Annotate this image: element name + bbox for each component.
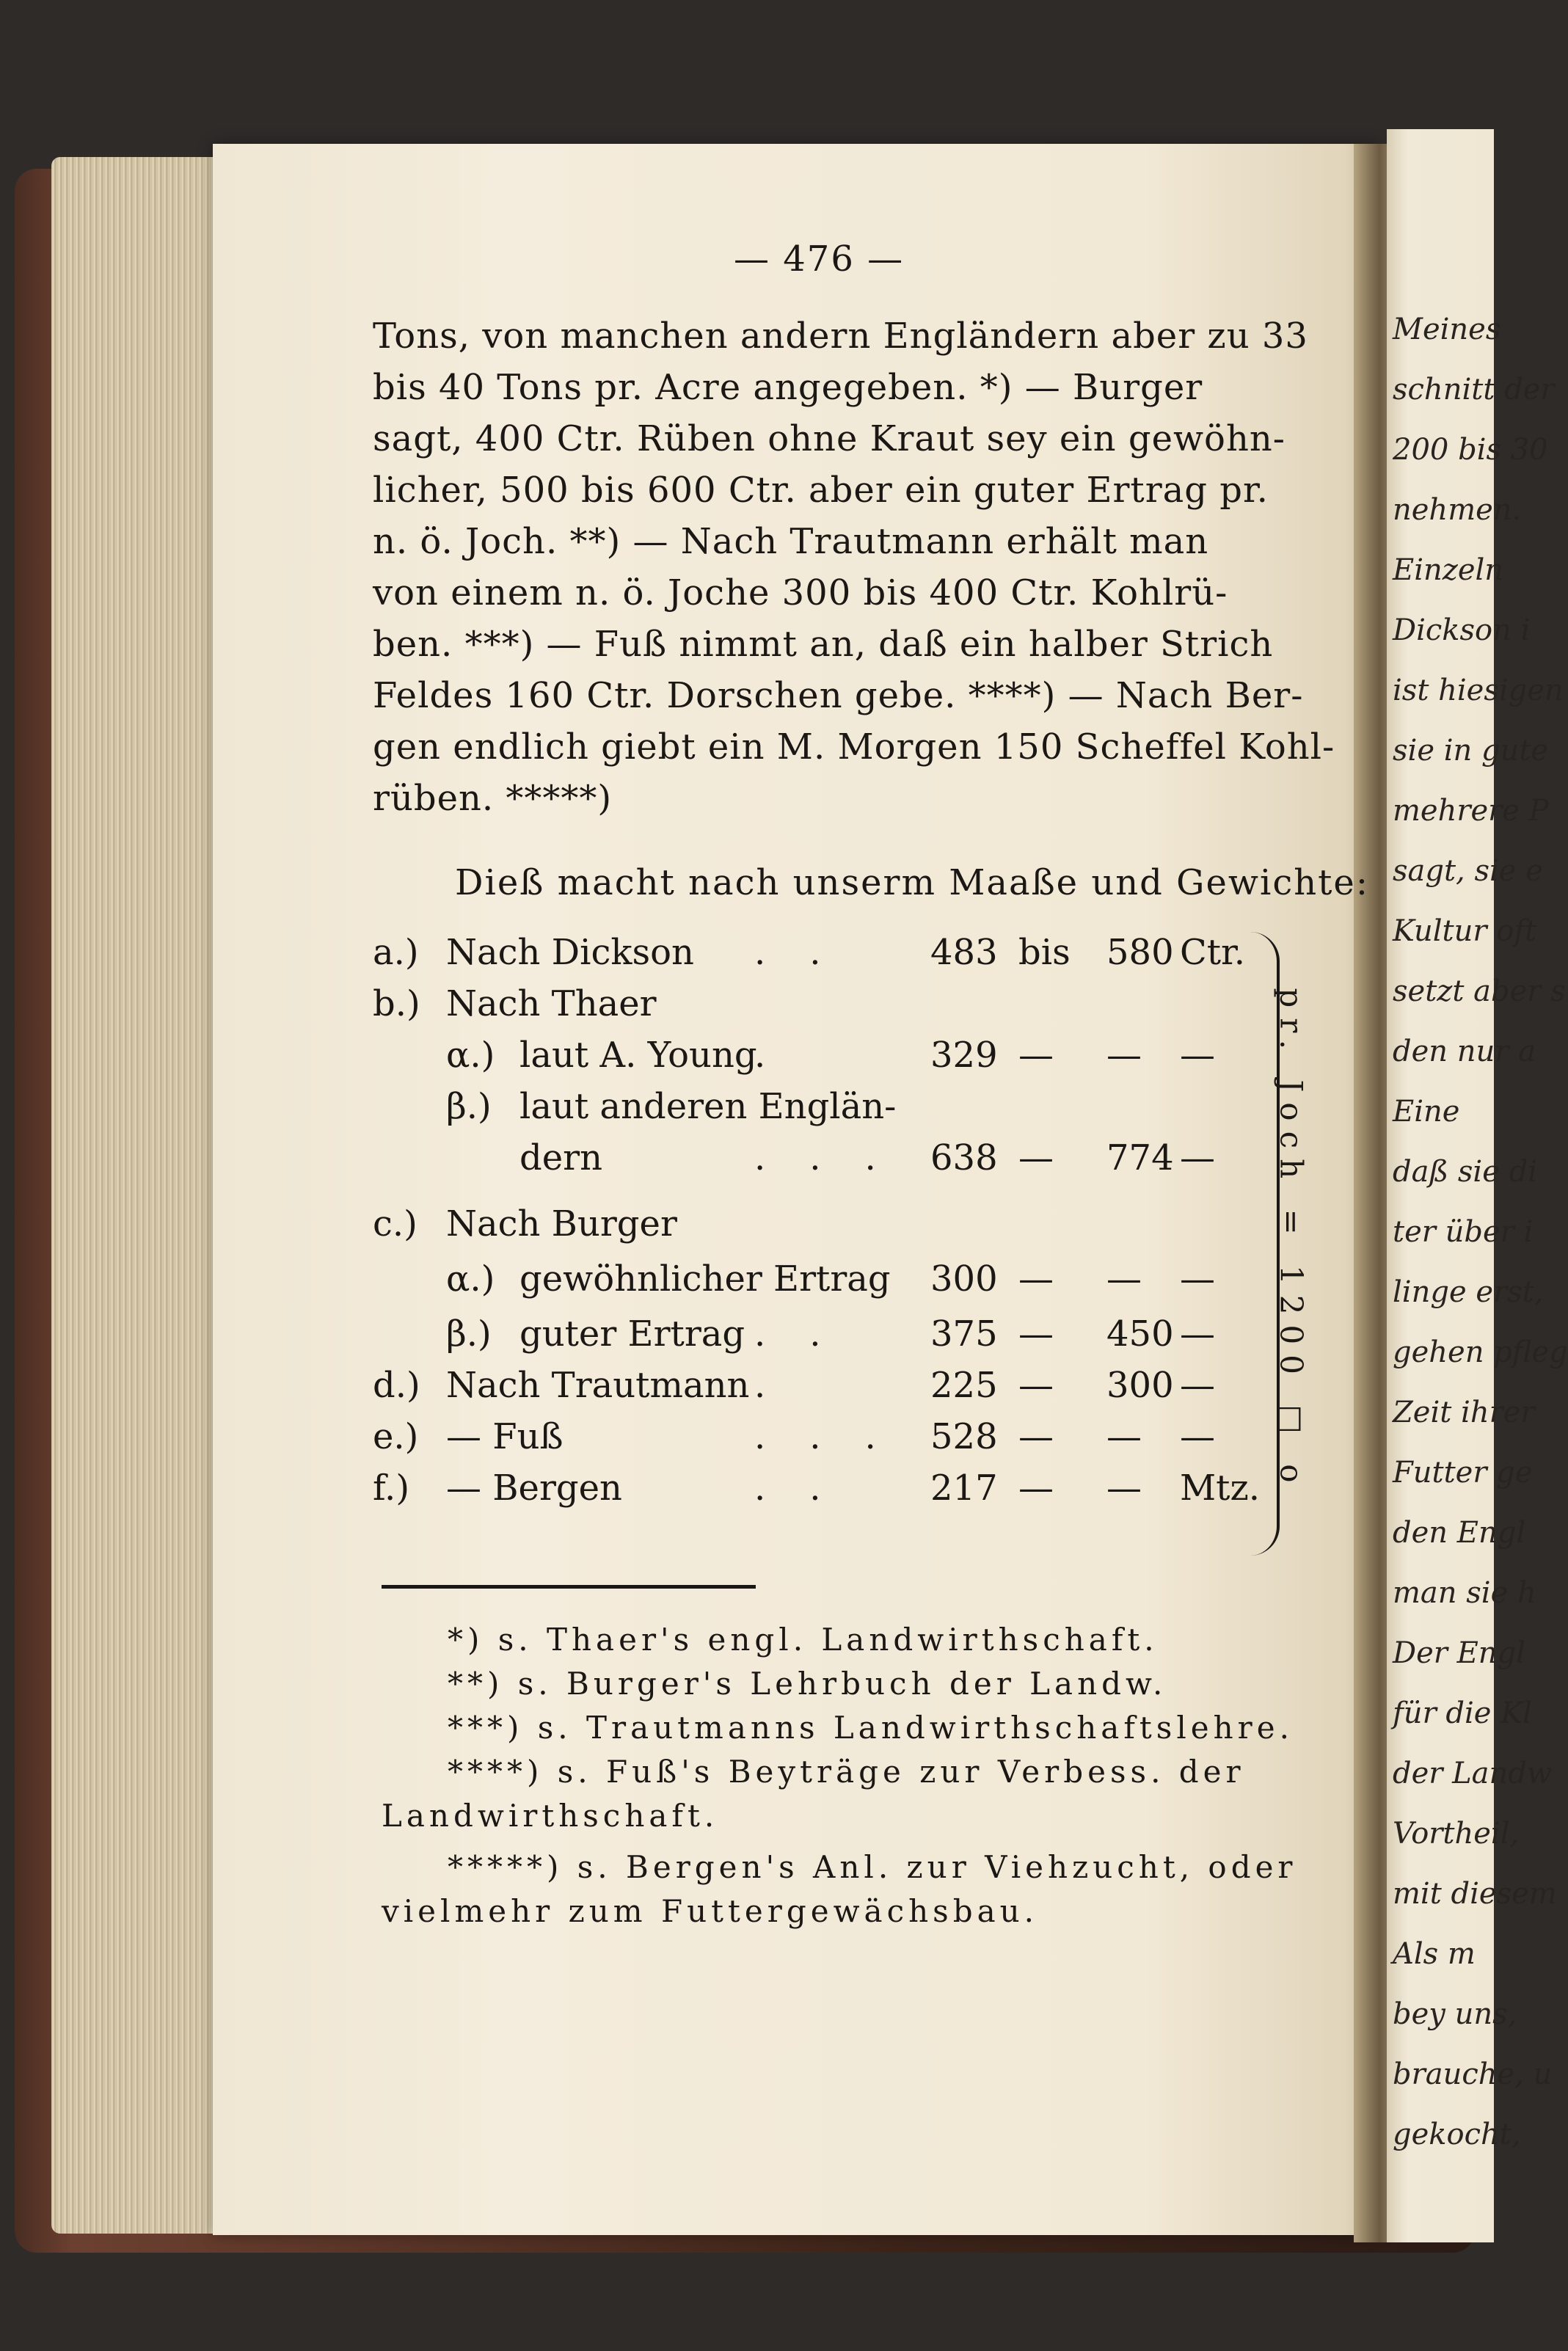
row-unit: —	[1180, 1416, 1215, 1457]
table-row	[373, 983, 1246, 1029]
row-label: a.)	[373, 932, 419, 973]
next-page-line: Meines	[1393, 313, 1501, 346]
next-page-line: nehmen.	[1393, 493, 1522, 527]
body-line: n. ö. Joch. **) — Nach Trautmann erhält man	[373, 521, 1209, 562]
row-label: c.)	[373, 1203, 417, 1244]
row-value-from: 375	[930, 1313, 998, 1355]
row-value-from: 483	[930, 932, 998, 973]
next-page-line: sagt, sie e	[1393, 854, 1543, 888]
row-name: gewöhnlicher Ertrag	[519, 1258, 891, 1300]
row-value-to: 300	[1106, 1365, 1174, 1406]
row-value-sep: —	[1018, 1035, 1054, 1076]
next-page-line: Dickson i	[1393, 613, 1531, 647]
row-dots: .	[754, 1035, 810, 1076]
page-edges	[51, 157, 227, 2234]
next-page-line: sie in gute	[1393, 734, 1549, 768]
next-page-line: der Landw	[1393, 1757, 1553, 1790]
next-page-line: Zeit ihrer	[1393, 1396, 1535, 1429]
next-page-line: linge erst,	[1393, 1275, 1544, 1309]
next-page-line: Kultur oft	[1393, 914, 1537, 948]
row-name: Nach Trautmann	[446, 1365, 750, 1406]
row-dots: ..	[754, 1313, 865, 1355]
row-label: β.)	[446, 1313, 492, 1355]
row-name: dern	[519, 1137, 602, 1178]
table-row	[373, 1203, 1246, 1249]
row-value-to: —	[1106, 1258, 1142, 1300]
row-unit: —	[1180, 1365, 1215, 1406]
row-label: f.)	[373, 1468, 410, 1509]
body-line: gen endlich giebt ein M. Morgen 150 Scheffel Kohl-	[373, 726, 1335, 768]
next-page-line: Futter ge	[1393, 1456, 1533, 1490]
next-page-line: gehen pfleg	[1393, 1335, 1568, 1369]
row-dots: .	[754, 1365, 810, 1406]
next-page-line: bey uns,	[1393, 1997, 1517, 2031]
row-value-to: —	[1106, 1468, 1142, 1509]
row-label: b.)	[373, 983, 420, 1024]
footnote-line: *) s. Thaer's engl. Landwirthschaft.	[448, 1622, 1159, 1658]
next-page-line: gekocht,	[1393, 2118, 1521, 2151]
footnote-rule	[382, 1585, 756, 1589]
table-heading: Dieß macht nach unserm Maaße und Gewichte:	[455, 862, 1369, 903]
row-value-to: 774	[1106, 1137, 1174, 1178]
next-page-line: Eine	[1393, 1095, 1460, 1129]
page-number: — 476 —	[734, 238, 905, 280]
row-name: guter Ertrag	[519, 1313, 745, 1355]
row-unit: —	[1180, 1313, 1215, 1355]
row-value-sep: —	[1018, 1468, 1054, 1509]
table-row	[373, 1416, 1246, 1462]
row-name: Nach Burger	[446, 1203, 677, 1244]
row-value-sep: —	[1018, 1416, 1054, 1457]
row-value-to: —	[1106, 1035, 1142, 1076]
next-page-line: für die Kl	[1393, 1696, 1532, 1730]
table-row	[373, 1313, 1246, 1359]
row-value-from: 300	[930, 1258, 998, 1300]
row-name: laut A. Young	[519, 1035, 757, 1076]
next-page-line: ist hiesigen	[1393, 674, 1564, 707]
row-dots: ..	[754, 932, 865, 973]
row-value-to: 450	[1106, 1313, 1174, 1355]
row-label: α.)	[446, 1035, 495, 1076]
row-value-sep: bis	[1018, 932, 1071, 973]
row-label: α.)	[446, 1258, 495, 1300]
next-page-line: schnitt der	[1393, 373, 1555, 407]
table-row	[373, 1137, 1246, 1183]
table-row	[373, 1086, 1246, 1131]
row-unit: Ctr.	[1180, 932, 1245, 973]
next-page-line: man sie h	[1393, 1576, 1536, 1610]
row-unit: —	[1180, 1137, 1215, 1178]
table-row	[373, 1468, 1260, 1513]
next-page-line: den nur a	[1393, 1035, 1536, 1068]
row-label: β.)	[446, 1086, 492, 1127]
next-page-fragment	[1387, 129, 1568, 2242]
row-label: e.)	[373, 1416, 419, 1457]
body-line: licher, 500 bis 600 Ctr. aber ein guter Ertrag pr.	[373, 470, 1269, 511]
row-dots: ..	[754, 1468, 865, 1509]
row-name: Nach Thaer	[446, 983, 657, 1024]
footnote-line: *****) s. Bergen's Anl. zur Viehzucht, oder	[448, 1849, 1297, 1885]
row-name: laut anderen Englän-	[519, 1086, 897, 1127]
body-line: von einem n. ö. Joche 300 bis 400 Ctr. Kohlrü-	[373, 572, 1228, 613]
row-value-from: 217	[930, 1468, 998, 1509]
next-page-line: daß sie di	[1393, 1155, 1537, 1189]
next-page-line: Einzeln	[1393, 553, 1504, 587]
next-page-line: den Engl	[1393, 1516, 1526, 1550]
next-page-line: ter über i	[1393, 1215, 1534, 1249]
footnote-line: ****) s. Fuß's Beyträge zur Verbess. der	[448, 1754, 1245, 1790]
row-value-sep: —	[1018, 1137, 1054, 1178]
row-value-from: 329	[930, 1035, 998, 1076]
footnote-line: **) s. Burger's Lehrbuch der Landw.	[448, 1666, 1167, 1702]
row-label: d.)	[373, 1365, 420, 1406]
row-name: — Bergen	[446, 1468, 622, 1509]
footnote-line: vielmehr zum Futtergewächsbau.	[382, 1893, 1039, 1929]
body-line: bis 40 Tons pr. Acre angegeben. *) — Burger	[373, 367, 1203, 408]
table-row	[373, 1035, 1246, 1080]
brace-label-text: pr. Joch = 1200 □ o	[1273, 987, 1310, 1493]
row-unit: —	[1180, 1035, 1215, 1076]
row-value-from: 638	[930, 1137, 998, 1178]
next-page-line: 200 bis 30	[1393, 433, 1548, 467]
table-row	[373, 932, 1246, 977]
next-page-line: Der Engl	[1393, 1636, 1525, 1670]
body-line: Feldes 160 Ctr. Dorschen gebe. ****) — Nach Ber-	[373, 675, 1304, 716]
row-value-from: 528	[930, 1416, 998, 1457]
footnote-line: Landwirthschaft.	[382, 1798, 719, 1834]
row-unit: —	[1180, 1258, 1215, 1300]
row-dots: ...	[754, 1137, 920, 1178]
body-line: rüben. *****)	[373, 778, 613, 819]
row-value-to: —	[1106, 1416, 1142, 1457]
next-page-line: Vortheil,	[1393, 1817, 1520, 1851]
row-value-sep: —	[1018, 1365, 1054, 1406]
body-line: ben. ***) — Fuß nimmt an, daß ein halber Strich	[373, 624, 1274, 665]
row-value-sep: —	[1018, 1258, 1054, 1300]
row-name: Nach Dickson	[446, 932, 694, 973]
table-row	[373, 1365, 1246, 1410]
next-page-line: mit diesem	[1393, 1877, 1557, 1911]
row-value-to: 580	[1106, 932, 1174, 973]
next-page-line: mehrere P	[1393, 794, 1549, 828]
row-value-from: 225	[930, 1365, 998, 1406]
next-page-line: brauche, u	[1393, 2057, 1553, 2091]
body-line: sagt, 400 Ctr. Rüben ohne Kraut sey ein gewöhn-	[373, 418, 1286, 459]
footnote-line: ***) s. Trautmanns Landwirthschaftslehre.	[448, 1710, 1294, 1746]
brace-label	[1258, 961, 1324, 1519]
row-dots: ...	[754, 1416, 920, 1457]
next-page-line: Als m	[1393, 1937, 1476, 1971]
row-name: — Fuß	[446, 1416, 564, 1457]
table-row	[373, 1258, 1246, 1304]
body-line: Tons, von manchen andern Engländern aber zu 33	[373, 316, 1308, 357]
row-unit: Mtz.	[1180, 1468, 1260, 1509]
next-page-line: setzt aber s	[1393, 974, 1566, 1008]
row-value-sep: —	[1018, 1313, 1054, 1355]
